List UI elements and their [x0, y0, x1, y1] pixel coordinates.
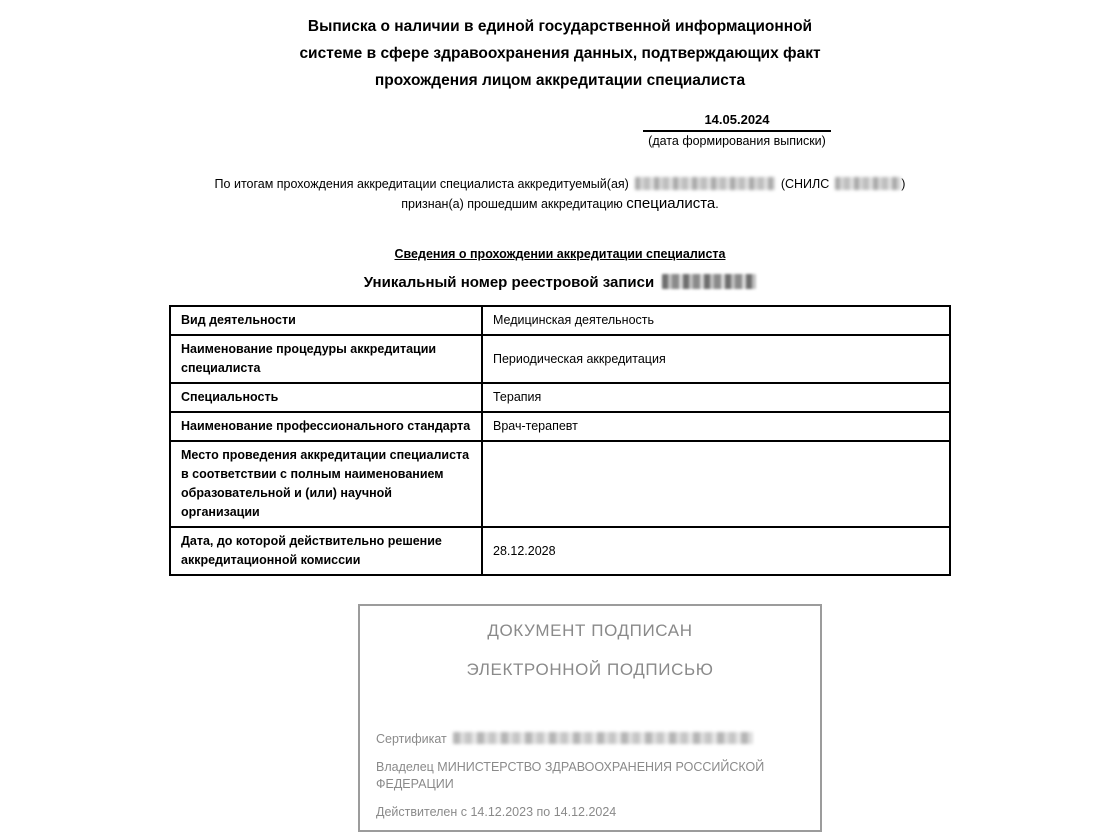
- table-row: [170, 412, 950, 441]
- table-row: [170, 306, 950, 335]
- row-label: Место проведения аккредитации специалиста в соответствии с полным наименованием образовательной и (или) научной организации: [170, 441, 482, 527]
- certificate-line: [376, 731, 804, 748]
- table-row: [170, 527, 950, 575]
- row-label: Дата, до которой действительно решение аккредитационной комиссии: [170, 527, 482, 575]
- registry-number-line: [0, 274, 1120, 291]
- redacted-registry-number: [662, 274, 756, 289]
- intro-text-1: По итогам прохождения аккредитации специалиста аккредитуемый(ая): [214, 177, 629, 191]
- redacted-certificate-number: [453, 732, 753, 744]
- row-label: Специальность: [170, 383, 482, 412]
- signature-title-line-2: ЭЛЕКТРОННОЙ ПОДПИСЬЮ: [466, 660, 714, 679]
- intro-text-2: признан(а) прошедшим аккредитацию: [401, 197, 623, 211]
- date-block: [643, 112, 831, 148]
- row-label: Наименование профессионального стандарта: [170, 412, 482, 441]
- row-value: Медицинская деятельность: [482, 306, 950, 335]
- digital-signature-stamp: [358, 604, 822, 832]
- row-value: Терапия: [482, 383, 950, 412]
- redacted-snils-number: [835, 177, 901, 190]
- row-value: Периодическая аккредитация: [482, 335, 950, 383]
- certificate-owner: Владелец МИНИСТЕРСТВО ЗДРАВООХРАНЕНИЯ РОССИЙСКОЙ ФЕДЕРАЦИИ: [376, 760, 765, 791]
- snils-close-paren: ): [901, 177, 906, 191]
- certificate-label: Сертификат: [376, 732, 447, 746]
- section-heading: Сведения о прохождении аккредитации специалиста: [394, 247, 726, 261]
- snils-label: (СНИЛС: [780, 177, 830, 191]
- row-value: 28.12.2028: [482, 527, 950, 575]
- intro-terminator: .: [715, 197, 719, 211]
- extract-date: 14.05.2024: [643, 112, 831, 132]
- signature-title-line-1: ДОКУМЕНТ ПОДПИСАН: [487, 621, 693, 640]
- redacted-person-name: [635, 177, 775, 190]
- table-row: [170, 383, 950, 412]
- row-value: [482, 441, 950, 527]
- intro-paragraph: [0, 175, 1120, 214]
- registry-number-label: Уникальный номер реестровой записи: [363, 274, 655, 291]
- table-row: [170, 441, 950, 527]
- specialist-emphasis: специалиста: [626, 195, 716, 212]
- document-title: Выписка о наличии в единой государственной информационной системе в сфере здравоохранения данных, подтверждающих факт прохождения лицом аккредитации специалиста: [299, 18, 821, 89]
- row-value: Врач-терапевт: [482, 412, 950, 441]
- intro-line-2: [0, 194, 1120, 214]
- extract-date-caption: (дата формирования выписки): [648, 134, 826, 148]
- accreditation-table: [169, 305, 951, 576]
- row-label: Вид деятельности: [170, 306, 482, 335]
- table-row: [170, 335, 950, 383]
- certificate-validity: Действителен с 14.12.2023 по 14.12.2024: [376, 805, 617, 819]
- intro-line-1: [0, 175, 1120, 194]
- row-label: Наименование процедуры аккредитации специалиста: [170, 335, 482, 383]
